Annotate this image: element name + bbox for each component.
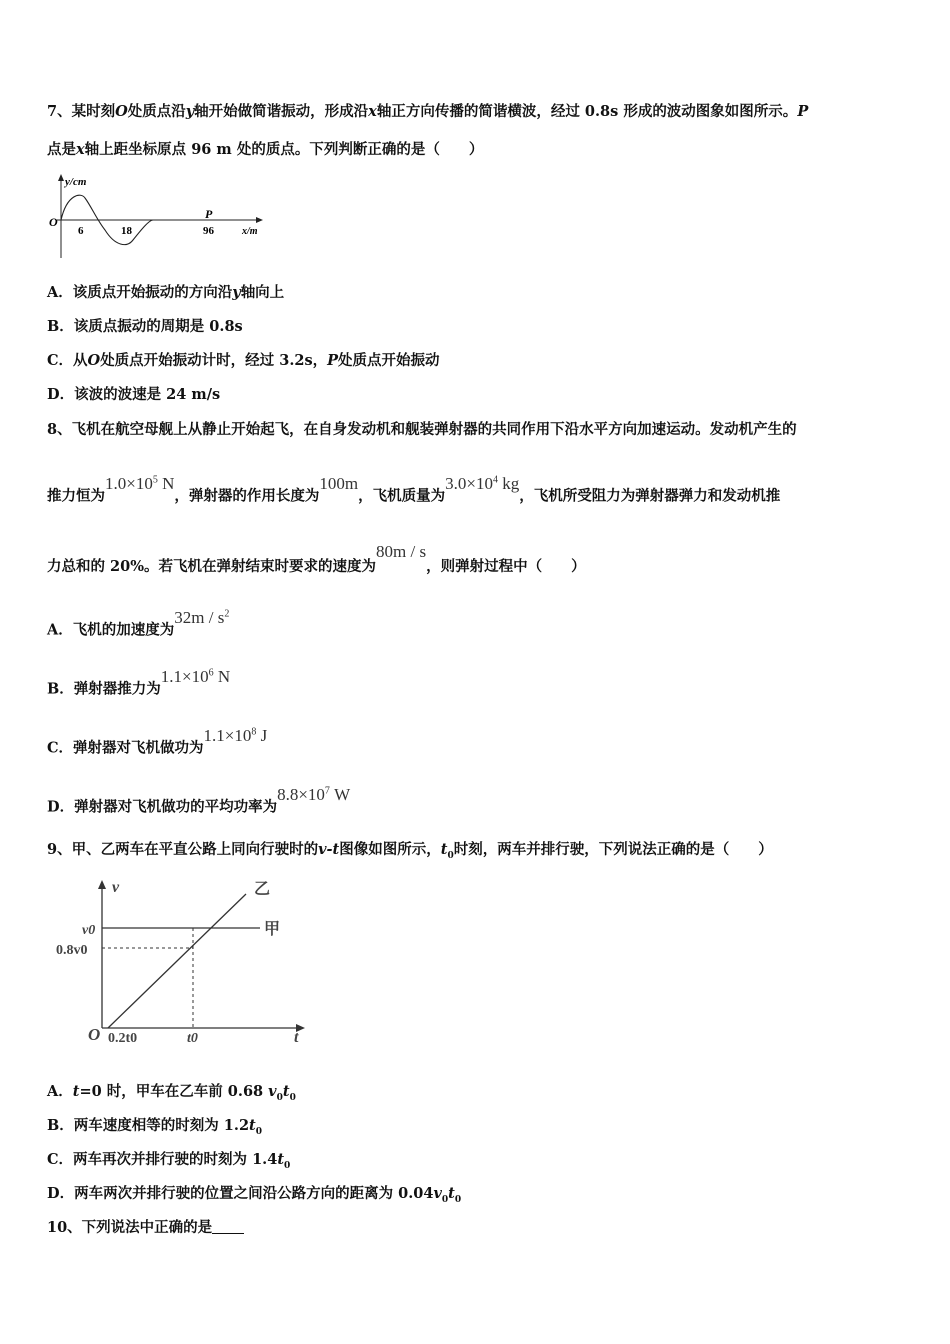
- q7-option-c: C．从O处质点开始振动计时，经过 3.2s，P处质点开始振动: [47, 352, 440, 369]
- q9-t-label: t: [294, 1029, 299, 1046]
- q9-option-d: D．两车两次并排行驶的位置之间沿公路方向的距离为 $0.04v_0t_0$: [47, 1185, 462, 1205]
- q7-stem-line2: 点是x轴上距坐标原点 96 m 处的质点。下列判断正确的是（ ）: [47, 141, 484, 158]
- q9-line-yi: [108, 894, 246, 1028]
- q9-origin-label: O: [88, 1025, 101, 1044]
- q9-08v0-label: 0.8v0: [56, 943, 88, 958]
- q7-y-label: y/cm: [65, 176, 87, 188]
- q8-option-b: B．弹射器推力为$1.1\times 10^6$ N: [47, 666, 231, 698]
- q10-answer-blank[interactable]: [212, 1219, 244, 1234]
- q7-tick-6: 6: [78, 225, 84, 237]
- q8-stem-line3: 力总和的 20%。若飞机在弹射结束时要求的速度为80m / s，则弹射过程中（ ）: [47, 542, 586, 575]
- q8-thrust-value: $1.0\times 10^5$ N: [105, 473, 175, 493]
- q7-wave-graph: [45, 172, 275, 264]
- q8-option-a: A．飞机的加速度为$32m / s^2$: [47, 607, 230, 639]
- q9-v-arrow-icon: [98, 880, 106, 889]
- q7-tick-18: 18: [121, 225, 132, 237]
- q8-stem-line2: 推力恒为$1.0\times 10^5$ N，弹射器的作用长度为100m，飞机质量为$3.0\times 10^4$ kg，飞机所受阻力为弹射器弹力和发动机推: [47, 473, 781, 505]
- q10-stem: 10、下列说法中正确的是: [47, 1218, 244, 1238]
- q7-option-d: D．该波的波速是 24 m/s: [47, 386, 221, 403]
- q9-t0-label: t0: [187, 1031, 198, 1046]
- q8-stem-line1: 8、飞机在航空母舰上从静止开始起飞，在自身发动机和舰装弹射器的共同作用下沿水平方向加速运动。发动机产生的: [47, 421, 797, 438]
- q9-v0-label: v0: [82, 923, 96, 938]
- q9-stem: 9、甲、乙两车在平直公路上同向行驶时的v-t图像如图所示，$t_0$时刻，两车并排行驶，下列说法正确的是（ ）: [47, 841, 773, 861]
- q7-x-arrow-icon: [256, 217, 263, 223]
- q9-option-b: B．两车速度相等的时刻为 $1.2t_0$: [47, 1117, 262, 1137]
- q8-speed-value: 80m / s: [376, 542, 427, 561]
- q7-origin-label: O: [49, 215, 58, 229]
- q7-y-arrow-icon: [58, 174, 64, 181]
- q8-option-c: C．弹射器对飞机做功为$1.1\times 10^8$ J: [47, 725, 268, 757]
- q9-v-label: v: [112, 879, 120, 896]
- q9-vt-graph: [50, 872, 320, 1054]
- q9-yi-label: 乙: [254, 881, 271, 898]
- q7-point-p: P: [205, 207, 213, 221]
- q7-stem-line1: 7、某时刻O处质点沿y轴开始做简谐振动，形成沿x轴正方向传播的简谐横波，经过 0.8s 形成的波动图象如图所示。P: [47, 103, 809, 120]
- q7-x-label: x/m: [242, 226, 258, 237]
- q9-option-a: A．t=0 时，甲车在乙车前 0.68 $v_0t_0$: [47, 1083, 296, 1103]
- q9-option-c: C．两车再次并排行驶的时刻为 $1.4t_0$: [47, 1151, 291, 1171]
- q7-tick-96: 96: [203, 225, 214, 237]
- q7-option-b: B．该质点振动的周期是 0.8s: [47, 318, 243, 335]
- q9-jia-label: 甲: [264, 921, 281, 938]
- q7-option-a: A．该质点开始振动的方向沿y轴向上: [47, 284, 285, 301]
- q8-mass-value: $3.0\times 10^4$ kg: [445, 473, 520, 493]
- q8-option-d: D．弹射器对飞机做功的平均功率为$8.8\times 10^7$ W: [47, 784, 351, 816]
- q9-02t0-label: 0.2t0: [108, 1031, 138, 1046]
- q8-length-value: 100m: [319, 473, 359, 493]
